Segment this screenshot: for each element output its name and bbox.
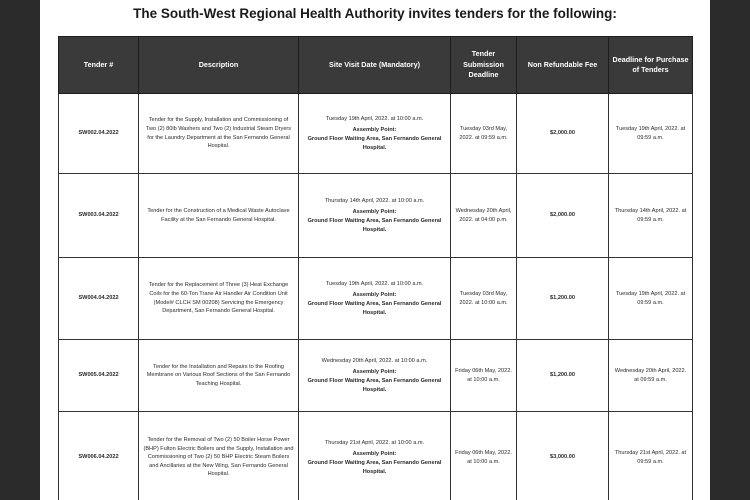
tender-description: Tender for the Installation and Repairs to the Roofing Membrane on Various Roof Sections of the San Fernando Teaching Hospital. [139, 340, 299, 412]
purchase-deadline: Thursday 14th April, 2022. at 09:59 a.m. [609, 174, 693, 258]
column-header-tender-number: Tender # [59, 37, 139, 94]
site-visit-date: Thursday 21st April, 2022. at 10:00 a.m. [324, 439, 425, 446]
tender-notice-page [40, 0, 710, 500]
column-header-fee: Non Refundable Fee [517, 37, 609, 94]
purchase-deadline: Tuesday 19th April, 2022. at 09:59 a.m. [609, 258, 693, 340]
assembly-point-location: Ground Floor Waiting Area, San Fernando General Hospital. [307, 218, 442, 233]
assembly-point-location: Ground Floor Waiting Area, San Fernando General Hospital. [307, 460, 442, 475]
purchase-deadline: Thursday 21st April, 2022. at 09:59 a.m. [609, 412, 693, 500]
table-header-row [59, 37, 693, 94]
site-visit-cell [299, 340, 451, 412]
tender-number: SW004.04.2022 [59, 258, 139, 340]
site-visit-date: Tuesday 19th April, 2022. at 10:00 a.m. [325, 115, 424, 122]
site-visit-cell [299, 94, 451, 174]
fee: $2,000.00 [517, 174, 609, 258]
site-visit-cell [299, 258, 451, 340]
purchase-deadline: Wednesday 20th April, 2022. at 09:59 a.m. [609, 340, 693, 412]
assembly-point-label: Assembly Point: [352, 369, 397, 376]
column-header-purchase-deadline: Deadline for Purchase of Tenders [609, 37, 693, 94]
submission-deadline: Wednesday 20th April, 2022. at 04:00 p.m. [451, 174, 517, 258]
notice-title: The South-West Regional Health Authority invites tenders for the following: [133, 6, 617, 21]
purchase-deadline: Tuesday 19th April, 2022. at 09:59 a.m. [609, 94, 693, 174]
tender-description: Tender for the Removal of Two (2) 50 Boiler Horse Power (BHP) Fulton Electric Boilers and the Supply, Installation and Commissioning of Two (2) 50 BHP Electric Steam Boilers and Ancillaries at the New Wing, San Fernando General Hospital. [139, 412, 299, 500]
table-row [59, 412, 693, 500]
assembly-point-label: Assembly Point: [352, 209, 397, 216]
tender-number: SW005.04.2022 [59, 340, 139, 412]
submission-deadline: Tuesday 03rd May, 2022. at 09:59 a.m. [451, 94, 517, 174]
assembly-point-label: Assembly Point: [352, 292, 397, 299]
table-row [59, 174, 693, 258]
column-header-site-visit: Site Visit Date (Mandatory) [299, 37, 451, 94]
site-visit-date: Tuesday 19th April, 2022. at 10:00 a.m. [325, 280, 424, 287]
tender-number: SW002.04.2022 [59, 94, 139, 174]
assembly-point-label: Assembly Point: [352, 451, 397, 458]
column-header-description: Description [139, 37, 299, 94]
fee: $1,200.00 [517, 340, 609, 412]
tender-description: Tender for the Construction of a Medical Waste Autoclave Facility at the San Fernando General Hospital. [139, 174, 299, 258]
site-visit-cell [299, 412, 451, 500]
fee: $1,200.00 [517, 258, 609, 340]
tender-description: Tender for the Replacement of Three (3) Heat Exchange Coils for the 60-Ton Trane Air Handler Air Condition Unit (Model# CLCH SM 00208) Servicing the Emergency Department, San Fernando General Hospital. [139, 258, 299, 340]
tender-number: SW003.04.2022 [59, 174, 139, 258]
table-row [59, 340, 693, 412]
site-visit-date: Wednesday 20th April, 2022. at 10:00 a.m. [321, 357, 428, 364]
column-header-submission-deadline: Tender Submission Deadline [451, 37, 517, 94]
tender-description: Tender for the Supply, Installation and Commissioning of Two (2) 80lb Washers and Two (2) Industrial Steam Dryers for the Laundry Department at the San Fernando General Hospital. [139, 94, 299, 174]
tenders-table [58, 36, 693, 500]
table-row [59, 94, 693, 174]
site-visit-cell [299, 174, 451, 258]
site-visit-date: Thursday 14th April, 2022. at 10:00 a.m. [324, 197, 425, 204]
submission-deadline: Friday 06th May, 2022. at 10:00 a.m. [451, 340, 517, 412]
submission-deadline: Friday 06th May, 2022. at 10:00 a.m. [451, 412, 517, 500]
assembly-point-location: Ground Floor Waiting Area, San Fernando General Hospital. [307, 301, 442, 316]
assembly-point-label: Assembly Point: [352, 127, 397, 134]
fee: $2,000.00 [517, 94, 609, 174]
table-row [59, 258, 693, 340]
fee: $3,000.00 [517, 412, 609, 500]
assembly-point-location: Ground Floor Waiting Area, San Fernando General Hospital. [307, 378, 442, 393]
tender-number: SW006.04.2022 [59, 412, 139, 500]
assembly-point-location: Ground Floor Waiting Area, San Fernando General Hospital. [307, 136, 442, 151]
submission-deadline: Tuesday 03rd May, 2022. at 10:00 a.m. [451, 258, 517, 340]
